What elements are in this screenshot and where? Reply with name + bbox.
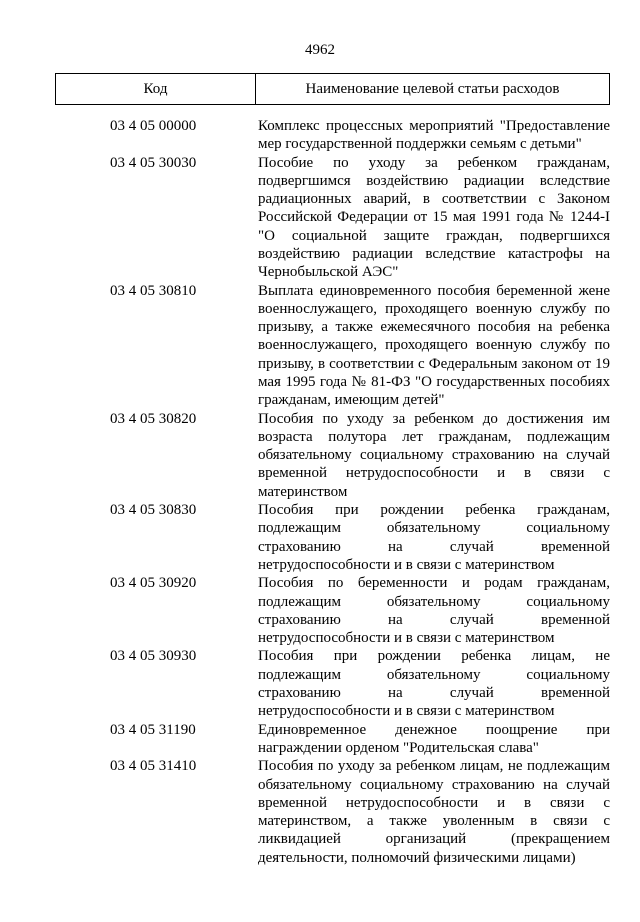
table-row xyxy=(0,721,640,758)
row-code: 03 4 05 30830 xyxy=(110,502,197,519)
row-code: 03 4 05 30810 xyxy=(110,282,197,299)
row-name: Пособия при рождении ребенка лицам, не подлежащим обязательному социальному страхованию на случай временной нетрудоспособности и в связи с материнством xyxy=(258,648,610,720)
table-row xyxy=(0,574,640,647)
row-name: Пособия по уходу за ребенком лицам, не подлежащим обязательному социальному страхованию на случай временной нетрудоспособности и в связи с материнством, а также уволенным в связи с ликвидацией организаций (прекращением деятельности, полномочий физическими лицами) xyxy=(258,758,610,866)
row-code: 03 4 05 00000 xyxy=(110,118,197,134)
table-body xyxy=(0,117,640,867)
row-code: 03 4 05 31190 xyxy=(110,721,196,738)
row-name: Пособия по беременности и родам гражданам, подлежащим обязательному социальному страхованию на случай временной нетрудоспособности и в связи с материнством xyxy=(258,575,610,647)
row-name: Пособие по уходу за ребенком гражданам, подвергшимся воздействию радиации вследствие радиационных аварий, в соответствии с Законом Российской Федерации от 15 мая 1991 года № 1244-I "О социальной защите граждан, подвергшихся воздействию радиации вследствие катастрофы на Чернобыльской АЭС" xyxy=(258,154,610,281)
row-name: Выплата единовременного пособия беременной жене военнослужащего, проходящего военную службу по призыву, а также ежемесячного пособия на ребенка военнослужащего, проходящего военную службу по призыву, в соответствии с Федеральным законом от 19 мая 1995 года № 81-ФЗ "О государственных пособиях гражданам, имеющим детей" xyxy=(258,282,610,409)
row-code: 03 4 05 30930 xyxy=(110,648,197,665)
table-row xyxy=(0,410,640,502)
row-code: 03 4 05 30030 xyxy=(110,154,197,171)
page-number: 4962 xyxy=(305,42,335,58)
table-row xyxy=(0,154,640,282)
table-row xyxy=(0,757,640,867)
table-row xyxy=(0,117,640,154)
table-row xyxy=(0,647,640,720)
row-code: 03 4 05 30920 xyxy=(110,575,197,592)
row-name: Пособия по уходу за ребенком до достижения им возраста полутора лет гражданам, подлежащим обязательному социальному страхованию на случай временной нетрудоспособности и в связи с материнством xyxy=(258,410,610,500)
row-name: Пособия при рождении ребенка гражданам, подлежащим обязательному социальному страхованию на случай временной нетрудоспособности и в связи с материнством xyxy=(258,502,610,573)
table-header xyxy=(55,73,610,105)
row-code: 03 4 05 31410 xyxy=(110,758,197,775)
column-header-name: Наименование целевой статьи расходов xyxy=(305,80,560,97)
row-name: Единовременное денежное поощрение при награждении орденом "Родительская слава" xyxy=(258,721,610,756)
table-row xyxy=(0,501,640,574)
table-row xyxy=(0,282,640,410)
row-name: Комплекс процессных мероприятий "Предоставление мер государственной поддержки семьям с детьми" xyxy=(258,118,610,153)
column-header-code: Код xyxy=(56,74,256,104)
row-code: 03 4 05 30820 xyxy=(110,410,197,427)
